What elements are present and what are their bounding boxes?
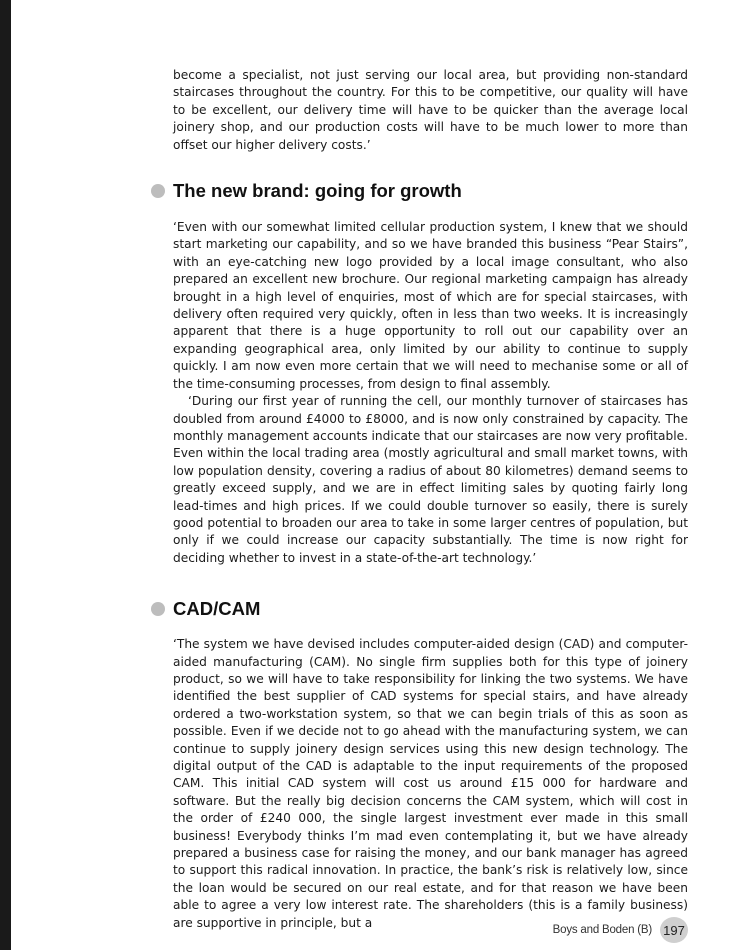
page-footer xyxy=(553,917,688,943)
section-bullet-icon xyxy=(151,602,165,616)
section-heading-cad-cam xyxy=(173,598,688,620)
section-heading-new-brand xyxy=(173,180,688,202)
page xyxy=(11,0,750,950)
body-paragraph: ‘During our first year of running the cell, our monthly turnover of staircases has doubled from around £4000 to £8000, and is now only constrained by capacity. The monthly management accounts indicate that our staircases are now very profitable. Even within the local trading area (mostly agricultural and small market towns, with low population density, covering a radius of about 80 kilometres) demand seems to greatly exceed supply, and we are in effect limiting sales by quoting fairly long lead-times and high prices. If we could double turnover so easily, there is surely good potential to broaden our area to take in some larger centres of population, but only if we could increase our capacity substantially. The time is now right for deciding whether to invest in a state-of-the-art technology.’ xyxy=(173,394,688,565)
body-paragraph: ‘Even with our somewhat limited cellular production system, I knew that we should start marketing our capability, and so we have branded this business “Pear Stairs”, with an eye-catching new logo provided by a local image consultant, who also prepared an excellent new brochure. Our regional marketing campaign has already brought in a high level of enquiries, most of which are for special staircases, with delivery often required very quickly, often in less than two weeks. It is increasingly apparent that there is a huge opportunity to roll out our capability over an expanding geographical area, only limited by our ability to continue to supply quickly. I am now even more certain that we will need to mechanise some or all of the time-consuming processes, from design to final assembly. xyxy=(173,220,688,391)
body-paragraph: ‘The system we have devised includes computer-aided design (CAD) and computer-aided manufacturing (CAM). No single firm supplies both for this type of joinery product, so we will have to take responsibility for linking the two systems. We have identified the best supplier of CAD systems for special stairs, and have already ordered a two-workstation system, so that we can begin trials of this as soon as possible. Even if we decide not to go ahead with the manufacturing system, we can continue to supply joinery design services using this new design technology. The digital output of the CAD is adaptable to the input requirements of the proposed CAM. This initial CAD system will cost us around £15 000 for hardware and software. But the really big decision concerns the CAM system, which will cost in the order of £240 000, the single largest investment ever made in this small business! Everybody thinks I’m mad even contemplating it, but we have already prepared a business case for raising the money, and our bank manager has agreed to support this radical innovation. In practice, the bank’s risk is relatively low, since the loan would be secured on our real estate, and for that reason we have been able to agree a very low interest rate. The shareholders (this is a family business) are supportive in principle, but a xyxy=(173,637,688,930)
page-number-badge: 197 xyxy=(660,917,688,943)
running-title: Boys and Boden (B) xyxy=(552,924,652,936)
section-bullet-icon xyxy=(151,184,165,198)
section-heading-text: CAD/CAM xyxy=(173,598,261,620)
intro-paragraph: become a specialist, not just serving our local area, but providing non-standard staircases throughout the country. For this to be competitive, our quality will have to be excellent, our delivery time will have to be quicker than the average local joinery shop, and our production costs will have to be much lower to more than offset our higher delivery costs.’ xyxy=(173,68,688,152)
section-heading-text: The new brand: going for growth xyxy=(173,180,462,202)
page-content xyxy=(173,67,688,932)
